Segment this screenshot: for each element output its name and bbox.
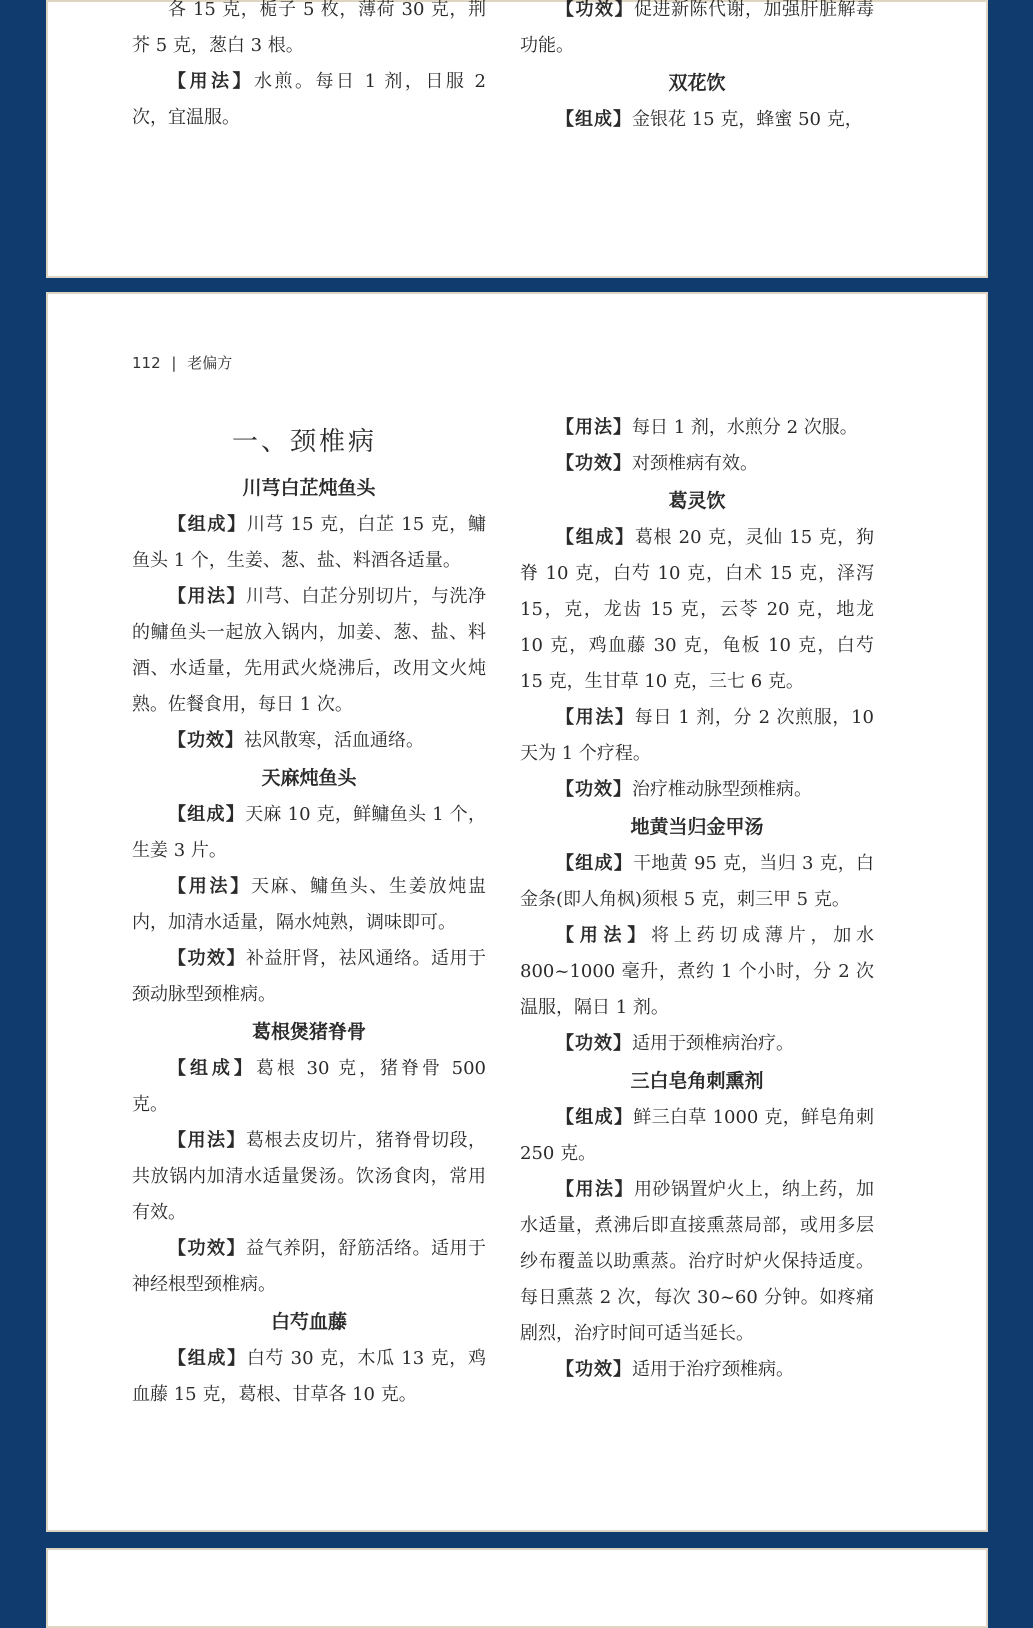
recipe-paragraph — [132, 1231, 486, 1303]
page-number: 112 — [132, 354, 161, 372]
field-tag: 【用法】 — [556, 1179, 634, 1200]
field-tag: 【组成】 — [556, 853, 634, 874]
field-tag: 【组成】 — [556, 109, 632, 130]
field-tag: 【用法】 — [556, 417, 632, 438]
field-tag: 【组成】 — [168, 804, 246, 825]
field-tag: 【组成】 — [168, 1058, 256, 1079]
recipe-paragraph — [132, 1123, 486, 1231]
paragraph-text: 适用于治疗颈椎病。 — [632, 1359, 794, 1380]
paragraph-text: 天麻 10 克，鲜鳙鱼头 1 个，生姜 3 片。 — [132, 804, 486, 861]
recipe-paragraph — [520, 1352, 874, 1388]
paragraph-text: 补益肝肾，祛风通络。适用于颈动脉型颈椎病。 — [132, 948, 486, 1005]
column-right — [520, 0, 874, 138]
recipe-paragraph — [132, 723, 486, 759]
field-tag: 【组成】 — [168, 514, 247, 535]
running-header — [132, 352, 232, 373]
recipe-paragraph — [520, 520, 874, 700]
field-tag: 【用法】 — [556, 925, 652, 946]
paragraph-text: 葛根 20 克，灵仙 15 克，狗脊 10 克，白芍 10 克，白术 15 克，泽泻 15，克，龙齿 15 克，云苓 20 克，地龙 10 克，鸡血藤 30 克，龟板 10 克，白芍 15 克，生甘草 10 克，三七 6 克。 — [520, 527, 874, 692]
book-title: 老偏方 — [187, 354, 233, 372]
paragraph-text: 白芍 30 克，木瓜 13 克，鸡血藤 15 克，葛根、甘草各 10 克。 — [132, 1348, 486, 1405]
recipe-title: 白芍血藤 — [270, 1311, 347, 1333]
paragraph-text: 每日 1 剂，水煎分 2 次服。 — [632, 417, 858, 438]
paragraph-text: 水煎。每日 1 剂，日服 2 次，宜温服。 — [132, 71, 486, 128]
recipe-paragraph — [520, 1172, 874, 1352]
recipe-paragraph — [132, 0, 486, 64]
recipe-paragraph — [520, 1100, 874, 1172]
page-card-top — [46, 0, 988, 278]
paragraph-text: 对颈椎病有效。 — [632, 453, 758, 474]
field-tag: 【用法】 — [168, 71, 254, 92]
recipe-paragraph — [132, 797, 486, 869]
recipe-paragraph — [520, 918, 874, 1026]
field-tag: 【功效】 — [168, 730, 244, 751]
field-tag: 【组成】 — [168, 1348, 247, 1369]
recipe-paragraph — [520, 102, 874, 138]
paragraph-text: 川芎 15 克，白芷 15 克，鳙鱼头 1 个，生姜、葱、盐、料酒各适量。 — [132, 514, 486, 571]
recipe-paragraph — [132, 941, 486, 1013]
paragraph-text: 每日 1 剂，分 2 次煎服，10 天为 1 个疗程。 — [520, 707, 875, 764]
recipe-paragraph — [132, 1341, 486, 1413]
paragraph-text: 鲜三白草 1000 克，鲜皂角刺 250 克。 — [520, 1107, 874, 1164]
paragraph-text: 金银花 15 克，蜂蜜 50 克， — [632, 109, 863, 130]
recipe-paragraph — [520, 846, 874, 918]
field-tag: 【功效】 — [168, 1238, 246, 1259]
recipe-title: 川芎白芷炖鱼头 — [242, 477, 376, 499]
recipe-paragraph — [520, 446, 874, 482]
recipe-title: 三白皂角刺熏剂 — [630, 1070, 764, 1092]
recipe-title: 双花饮 — [668, 72, 726, 94]
recipe-paragraph — [520, 1026, 874, 1062]
paragraph-text: 各 15 克，栀子 5 枚，薄荷 30 克，荆芥 5 克，葱白 3 根。 — [132, 0, 486, 56]
recipe-title: 地黄当归金甲汤 — [630, 816, 764, 838]
recipe-paragraph — [520, 0, 874, 64]
paragraph-text: 将上药切成薄片，加水 800~1000 毫升，煮约 1 个小时，分 2 次温服，隔日 1 剂。 — [520, 925, 875, 1018]
recipe-paragraph — [132, 507, 486, 579]
paragraph-text: 益气养阴，舒筋活络。适用于神经根型颈椎病。 — [132, 1238, 486, 1295]
recipe-paragraph — [132, 1051, 486, 1123]
recipe-title: 葛灵饮 — [668, 490, 726, 512]
paragraph-text: 干地黄 95 克，当归 3 克，白金条(即人角枫)须根 5 克，刺三甲 5 克。 — [520, 853, 874, 910]
paragraph-text: 葛根去皮切片，猪脊骨切段，共放锅内加清水适量煲汤。饮汤食肉，常用有效。 — [132, 1130, 486, 1223]
field-tag: 【用法】 — [168, 1130, 246, 1151]
column-left — [132, 417, 486, 1413]
field-tag: 【组成】 — [556, 527, 635, 548]
paragraph-text: 用砂锅置炉火上，纳上药，加水适量，煮沸后即直接熏蒸局部，或用多层纱布覆盖以助熏蒸。治疗时炉火保持适度。每日熏蒸 2 次，每次 30~60 分钟。如疼痛剧烈，治疗时间可适当延长。 — [520, 1179, 874, 1344]
field-tag: 【功效】 — [556, 779, 632, 800]
section-title: 一、颈椎病 — [232, 427, 378, 457]
paragraph-text: 适用于颈椎病治疗。 — [632, 1033, 794, 1054]
recipe-title: 葛根煲猪脊骨 — [251, 1021, 366, 1043]
recipe-title: 天麻炖鱼头 — [261, 767, 357, 789]
field-tag: 【用法】 — [168, 876, 251, 897]
recipe-paragraph — [520, 410, 874, 446]
field-tag: 【用法】 — [168, 586, 246, 607]
recipe-paragraph — [132, 579, 486, 723]
page-card-main — [46, 292, 988, 1532]
recipe-paragraph — [520, 700, 874, 772]
column-right — [520, 410, 874, 1388]
field-tag: 【功效】 — [556, 453, 632, 474]
paragraph-text: 天麻、鳙鱼头、生姜放炖盅内，加清水适量，隔水炖熟，调味即可。 — [132, 876, 487, 933]
field-tag: 【用法】 — [556, 707, 635, 728]
paragraph-text: 治疗椎动脉型颈椎病。 — [632, 779, 812, 800]
column-left — [132, 0, 486, 136]
recipe-paragraph — [520, 772, 874, 808]
field-tag: 【功效】 — [168, 948, 246, 969]
field-tag: 【组成】 — [556, 1107, 634, 1128]
paragraph-text: 促进新陈代谢，加强肝脏解毒功能。 — [520, 0, 874, 56]
paragraph-text: 葛根 30 克，猪脊骨 500 克。 — [132, 1058, 486, 1115]
recipe-paragraph — [132, 869, 486, 941]
header-separator: | — [171, 354, 177, 372]
field-tag: 【功效】 — [556, 0, 634, 20]
paragraph-text: 祛风散寒，活血通络。 — [244, 730, 424, 751]
paragraph-text: 川芎、白芷分别切片，与洗净的鳙鱼头一起放入锅内，加姜、葱、盐、料酒、水适量，先用武火烧沸后，改用文火炖熟。佐餐食用，每日 1 次。 — [132, 586, 486, 715]
recipe-paragraph — [132, 64, 486, 136]
field-tag: 【功效】 — [556, 1033, 632, 1054]
page-card-bottom — [46, 1548, 988, 1628]
field-tag: 【功效】 — [556, 1359, 632, 1380]
